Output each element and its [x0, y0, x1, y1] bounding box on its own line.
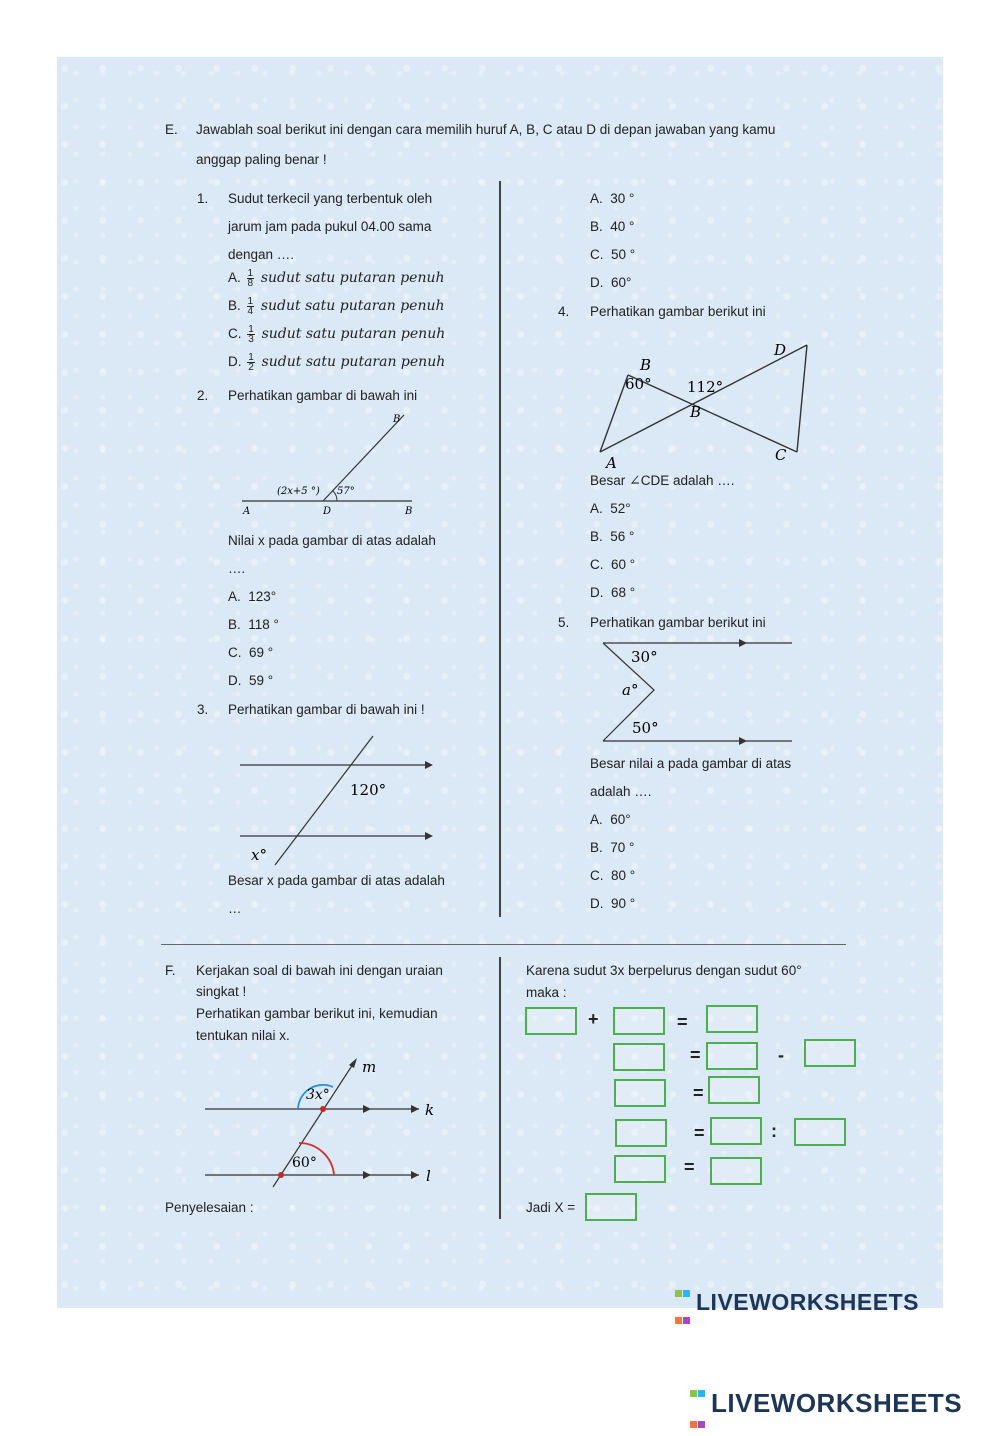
equals-sign: =: [684, 1157, 695, 1177]
liveworksheets-logo: [690, 1374, 962, 1436]
brand-name: LIVEWORKSHEETS: [696, 1289, 919, 1316]
option-text: sudut satu putaran penuh: [260, 270, 445, 287]
q5-figure: [597, 635, 797, 750]
section-f-letter: F.: [165, 963, 176, 978]
q4-prompt: Perhatikan gambar berikut ini: [590, 304, 766, 319]
fraction-denominator: 3: [248, 334, 254, 345]
q2-option-b[interactable]: [228, 616, 279, 633]
label-b-top: B: [640, 356, 652, 374]
answer-box-12[interactable]: [614, 1155, 666, 1183]
angle-60: 60°: [625, 375, 652, 393]
option-text: sudut satu putaran penuh: [261, 354, 446, 371]
q2-prompt: Perhatikan gambar di bawah ini: [228, 388, 418, 403]
q3-question-line1: Besar x pada gambar di atas adalah: [228, 873, 445, 888]
option-value: 52°: [610, 501, 631, 516]
label-d: D: [323, 506, 332, 517]
answer-box-x[interactable]: [585, 1193, 637, 1221]
option-letter: D.: [590, 896, 604, 911]
q1-number: 1.: [197, 191, 209, 206]
angle-symbol: ∠: [629, 473, 641, 489]
label-a: A: [606, 454, 617, 472]
option-value: 60°: [611, 275, 632, 290]
option-value: 56 °: [610, 529, 635, 544]
option-value: 60 °: [611, 557, 636, 572]
q5-option-c[interactable]: [590, 867, 635, 884]
angle-120: 120°: [350, 781, 387, 799]
option-letter: D.: [590, 275, 604, 290]
option-value: 68 °: [611, 585, 636, 600]
q1-option-a[interactable]: [228, 269, 445, 288]
brand-name: LIVEWORKSHEETS: [711, 1387, 963, 1418]
q2-option-a[interactable]: [228, 588, 276, 605]
minus-sign: -: [778, 1045, 784, 1065]
fraction-denominator: 8: [247, 278, 254, 289]
q4-option-a[interactable]: [590, 500, 631, 517]
solution-label: Penyelesaian :: [165, 1200, 254, 1215]
q5-option-d[interactable]: [590, 895, 635, 912]
q1-option-b[interactable]: [228, 297, 445, 316]
option-letter: C.: [590, 247, 604, 262]
answer-box-10[interactable]: [710, 1117, 762, 1145]
q2-option-c[interactable]: [228, 644, 273, 661]
plus-sign: +: [588, 1009, 599, 1029]
option-value: 59 °: [249, 673, 274, 688]
q3-option-a[interactable]: [590, 190, 634, 207]
q2-option-d[interactable]: [228, 672, 273, 689]
transversal: [275, 736, 373, 865]
arrow-head: [739, 639, 747, 647]
section-f-line1: Kerjakan soal di bawah ini dengan uraian: [196, 963, 443, 978]
label-m: m: [362, 1058, 377, 1076]
option-letter: A.: [228, 589, 241, 604]
q3-question-line2: …: [228, 901, 242, 916]
angle-60: 60°: [292, 1155, 317, 1171]
option-value: 90 °: [611, 896, 636, 911]
fraction-numerator: 1: [248, 324, 254, 335]
q2-question-line1: Nilai x pada gambar di atas adalah: [228, 533, 436, 548]
arrow-head: [411, 1171, 419, 1179]
answer-box-13[interactable]: [710, 1157, 762, 1185]
option-letter: D.: [228, 354, 242, 370]
q5-question-line2: adalah ….: [590, 784, 652, 799]
answer-box-1[interactable]: [525, 1007, 577, 1035]
option-text: sudut satu putaran penuh: [260, 298, 445, 315]
arrow-head: [349, 1058, 357, 1068]
option-letter: D.: [228, 673, 242, 688]
q4-question-rest: CDE adalah ….: [640, 473, 735, 488]
colon-sign: :: [771, 1121, 777, 1141]
q4-figure: [592, 337, 817, 472]
option-value: 123°: [248, 589, 277, 604]
fraction-denominator: 4: [247, 306, 254, 317]
option-letter: A.: [590, 812, 603, 827]
answer-box-6[interactable]: [804, 1039, 856, 1067]
q2-number: 2.: [197, 388, 209, 403]
equals-sign: =: [693, 1083, 704, 1103]
fraction: [247, 325, 255, 344]
option-letter: A.: [590, 501, 603, 516]
section-e-letter: E.: [165, 122, 178, 137]
answer-box-4[interactable]: [613, 1043, 665, 1071]
equals-sign: =: [690, 1045, 701, 1065]
q4-option-c[interactable]: [590, 556, 635, 573]
label-k: k: [425, 1101, 435, 1119]
angle-30: 30°: [631, 648, 658, 666]
option-value: 69 °: [249, 645, 274, 660]
column-divider: [499, 181, 501, 917]
angle-x: x°: [251, 846, 267, 864]
q5-option-b[interactable]: [590, 839, 634, 856]
conclusion-label: Jadi X =: [526, 1200, 576, 1215]
q3-number: 3.: [197, 702, 209, 717]
label-d: D: [774, 341, 787, 359]
option-value: 40 °: [610, 219, 635, 234]
section-f-line2: singkat !: [196, 984, 247, 999]
option-value: 118 °: [248, 617, 279, 632]
angle-50: 50°: [632, 719, 659, 737]
q3-option-d[interactable]: [590, 274, 631, 291]
option-letter: A.: [590, 191, 603, 206]
label-b: B: [405, 506, 413, 517]
liveworksheets-icon: [690, 1374, 708, 1436]
angle-3x: 3x°: [306, 1087, 330, 1103]
arrow-head: [425, 832, 433, 840]
q1-line1: Sudut terkecil yang terbentuk oleh: [228, 191, 433, 206]
angle-112: 112°: [687, 378, 724, 396]
label-a: A: [243, 506, 251, 517]
option-letter: C.: [590, 868, 604, 883]
answer-box-9[interactable]: [615, 1119, 667, 1147]
arrow-head: [739, 737, 747, 745]
option-letter: C.: [228, 645, 242, 660]
intersection-point: [320, 1106, 326, 1112]
angle-a: a°: [622, 681, 639, 699]
answer-box-2[interactable]: [613, 1007, 665, 1035]
section-f-line4: tentukan nilai x.: [196, 1028, 290, 1043]
q5-number: 5.: [558, 615, 570, 630]
q3-option-b[interactable]: [590, 218, 634, 235]
reason-line2: maka :: [526, 985, 567, 1000]
option-letter: B.: [228, 617, 241, 632]
q2-question-line2: ….: [228, 561, 246, 576]
arrow-head: [363, 1105, 371, 1113]
answer-box-8[interactable]: [708, 1076, 760, 1104]
segment-dc: [797, 345, 807, 452]
option-value: 80 °: [611, 868, 636, 883]
label-c: C: [775, 446, 787, 464]
section-f-figure: [197, 1053, 447, 1193]
column-divider-f: [499, 957, 501, 1219]
q4-question: [590, 472, 735, 490]
q3-figure: [235, 729, 440, 869]
answer-box-11[interactable]: [794, 1118, 846, 1146]
q3-prompt: Perhatikan gambar di bawah ini !: [228, 702, 425, 717]
option-text: sudut satu putaran penuh: [261, 326, 446, 343]
arrow-head: [363, 1171, 371, 1179]
fraction-numerator: 1: [247, 296, 254, 307]
option-letter: C.: [590, 557, 604, 572]
answer-box-3[interactable]: [706, 1005, 758, 1033]
arrow-head: [411, 1105, 419, 1113]
intersection-point: [278, 1172, 284, 1178]
section-e-instruction-line1: Jawablah soal berikut ini dengan cara memilih huruf A, B, C atau D di depan jawaban yang kamu: [196, 122, 776, 137]
label-l: l: [426, 1167, 431, 1185]
answer-box-7[interactable]: [614, 1079, 666, 1107]
label-angle-57: 57°: [337, 486, 355, 497]
label-b-top: B: [393, 414, 401, 425]
q4-option-d[interactable]: [590, 584, 635, 601]
option-value: 30 °: [610, 191, 635, 206]
fraction: [247, 269, 255, 288]
q1-option-c[interactable]: [228, 325, 445, 344]
answer-box-5[interactable]: [706, 1042, 758, 1070]
q3-option-c[interactable]: [590, 246, 635, 263]
option-letter: B.: [590, 529, 603, 544]
option-letter: D.: [590, 585, 604, 600]
option-letter: B.: [590, 219, 603, 234]
option-letter: C.: [228, 326, 242, 342]
q5-question-line1: Besar nilai a pada gambar di atas: [590, 756, 792, 771]
label-b-mid: B: [690, 403, 702, 421]
equals-sign: =: [677, 1012, 688, 1032]
reason-line1: Karena sudut 3x berpelurus dengan sudut 60°: [526, 963, 802, 978]
equals-sign: =: [694, 1123, 705, 1143]
ray-db: [323, 415, 404, 501]
fraction-denominator: 2: [248, 362, 254, 373]
section-divider: [161, 944, 846, 945]
q4-option-b[interactable]: [590, 528, 634, 545]
worksheet-page: [57, 57, 943, 1316]
fraction: [247, 353, 255, 372]
q4-number: 4.: [558, 304, 570, 319]
option-letter: A.: [228, 270, 241, 286]
q1-line3: dengan ….: [228, 247, 295, 262]
option-value: 70 °: [610, 840, 635, 855]
option-letter: B.: [590, 840, 603, 855]
q1-option-d[interactable]: [228, 353, 445, 372]
option-letter: B.: [228, 298, 241, 314]
arrow-head: [425, 761, 433, 769]
liveworksheets-logo-inner: [675, 1277, 919, 1331]
q5-option-a[interactable]: [590, 811, 631, 828]
section-e-instruction-line2: anggap paling benar !: [196, 152, 327, 167]
segment-ad: [600, 345, 807, 452]
option-value: 50 °: [611, 247, 636, 262]
fraction: [247, 297, 255, 316]
fraction-numerator: 1: [247, 268, 254, 279]
section-f-line3: Perhatikan gambar berikut ini, kemudian: [196, 1006, 438, 1021]
fraction-numerator: 1: [248, 352, 254, 363]
q5-prompt: Perhatikan gambar berikut ini: [590, 615, 766, 630]
q2-figure: [237, 407, 437, 522]
q1-line2: jarum jam pada pukul 04.00 sama: [228, 219, 432, 234]
q4-question-prefix: Besar: [590, 473, 630, 488]
option-value: 60°: [610, 812, 631, 827]
liveworksheets-icon: [675, 1277, 693, 1331]
label-angle-expr: (2x+5 °): [277, 486, 320, 497]
